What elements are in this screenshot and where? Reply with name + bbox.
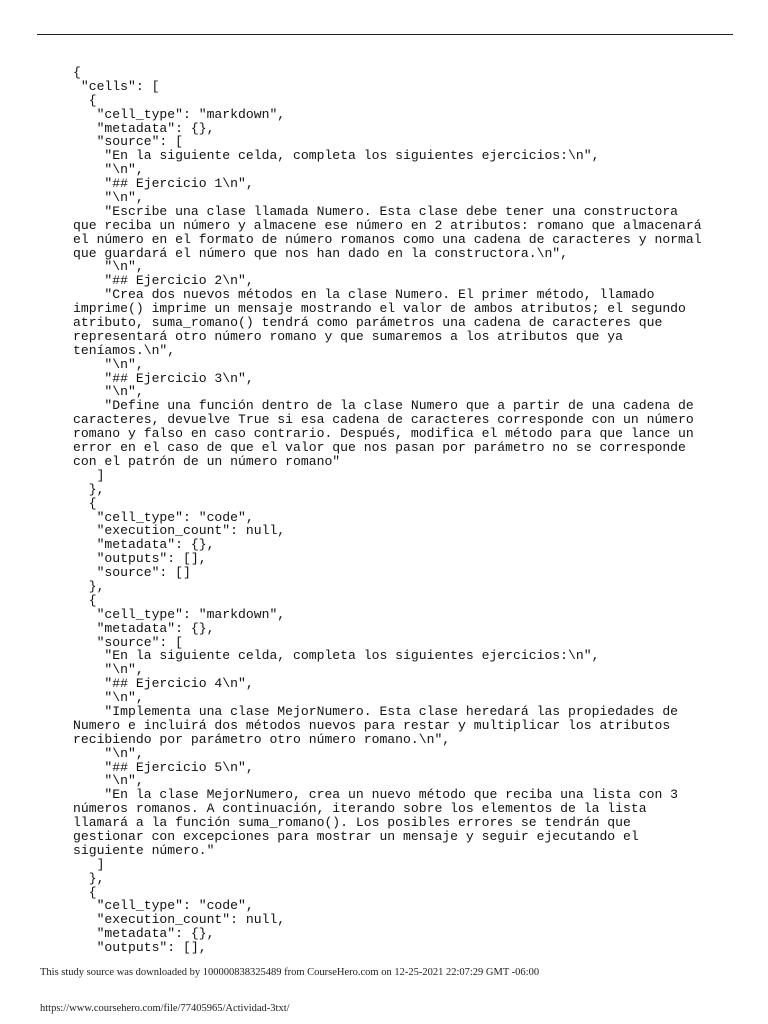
document-line: el número en el formato de número romanos como una cadena de caracteres y normal [73, 231, 702, 247]
document-line: { [73, 592, 97, 608]
document-line: "metadata": {}, [73, 537, 215, 553]
document-line: }, [73, 870, 105, 886]
document-line: Numero e incluirá dos métodos nuevos para restar y multiplicar los atributos [73, 717, 671, 733]
document-line: siguiente número." [73, 842, 215, 858]
document-line: romano y falso en caso contrario. Después, modifica el método para que lance un [73, 426, 694, 442]
document-line: "\n", [73, 162, 144, 178]
document-line: gestionar con excepciones para mostrar un mensaje y seguir ejecutando el [73, 828, 639, 844]
document-line: "## Ejercicio 4\n", [73, 676, 254, 692]
document-line: "metadata": {}, [73, 120, 215, 136]
source-url: https://www.coursehero.com/file/77405965/Actividad-3txt/ [40, 1003, 290, 1014]
download-source-note: This study source was downloaded by 100000838325489 from CourseHero.com on 12-25-2021 22:07:29 GMT -06:00 [40, 967, 540, 978]
document-line: ] [73, 856, 105, 872]
document-line: "\n", [73, 259, 144, 275]
document-line: "\n", [73, 745, 144, 761]
document-line: teníamos.\n", [73, 342, 176, 358]
document-line: "Implementa una clase MejorNumero. Esta clase heredará las propiedades de [73, 703, 679, 719]
document-line: "outputs": [], [73, 940, 207, 956]
document-line: llamará a la función suma_romano(). Los posibles errores se tendrán que [73, 815, 631, 831]
document-line: { [73, 65, 81, 80]
document-line: "execution_count": null, [73, 523, 286, 539]
document-line: "cell_type": "markdown", [73, 106, 286, 122]
document-text-body [73, 66, 723, 955]
document-line: "metadata": {}, [73, 926, 215, 942]
document-line: "\n", [73, 773, 144, 789]
document-line: caracteres, devuelve True si esa cadena de caracteres corresponde con un número [73, 412, 694, 428]
document-line: representará otro número romano y que sumaremos a los atributos que ya [73, 328, 624, 344]
document-line: "cells": [ [73, 78, 160, 94]
document-line: "Crea dos nuevos métodos en la clase Numero. El primer método, llamado [73, 287, 655, 303]
document-line: números romanos. A continuación, iterando sobre los elementos de la lista [73, 801, 647, 817]
document-line: }, [73, 481, 105, 497]
document-line: "## Ejercicio 2\n", [73, 273, 254, 289]
document-line: atributo, suma_romano() tendrá como parámetros una cadena de caracteres que [73, 315, 663, 331]
document-line: "En la siguiente celda, completa los siguientes ejercicios:\n", [73, 148, 600, 164]
document-line: "## Ejercicio 1\n", [73, 176, 254, 192]
document-line: "\n", [73, 384, 144, 400]
document-line: que reciba un número y almacene ese número en 2 atributos: romano que almacenará [73, 217, 702, 233]
document-line: "Escribe una clase llamada Numero. Esta clase debe tener una constructora [73, 203, 679, 219]
document-line: "cell_type": "code", [73, 509, 254, 525]
document-line: "cell_type": "code", [73, 898, 254, 914]
document-line: }, [73, 578, 105, 594]
document-line: con el patrón de un número romano" [73, 453, 341, 469]
document-line: { [73, 884, 97, 900]
document-line: { [73, 495, 97, 511]
document-line: "\n", [73, 190, 144, 206]
document-line: "metadata": {}, [73, 620, 215, 636]
document-line: ] [73, 467, 105, 483]
document-line: error en el caso de que el valor que nos pasan por parámetro no se corresponde [73, 440, 686, 456]
document-line: "execution_count": null, [73, 912, 286, 928]
document-line: "\n", [73, 356, 144, 372]
document-line: que guardará el número que nos han dado en la constructora.\n", [73, 245, 569, 261]
document-line: recibiendo por parámetro otro número romano.\n", [73, 731, 451, 747]
document-line: "\n", [73, 690, 144, 706]
document-line: "outputs": [], [73, 551, 207, 567]
document-line: "En la siguiente celda, completa los siguientes ejercicios:\n", [73, 648, 600, 664]
document-line: imprime() imprime un mensaje mostrando el valor de ambos atributos; el segundo [73, 301, 686, 317]
document-line: "cell_type": "markdown", [73, 606, 286, 622]
document-line: "source": [ [73, 134, 184, 150]
document-line: "source": [ [73, 634, 184, 650]
document-line: "Define una función dentro de la clase Numero que a partir de una cadena de [73, 398, 694, 414]
top-divider [37, 34, 733, 35]
document-line: "En la clase MejorNumero, crea un nuevo método que reciba una lista con 3 [73, 787, 679, 803]
document-line: "## Ejercicio 3\n", [73, 370, 254, 386]
document-line: { [73, 92, 97, 108]
document-line: "source": [] [73, 565, 191, 581]
document-line: "## Ejercicio 5\n", [73, 759, 254, 775]
document-line: "\n", [73, 662, 144, 678]
